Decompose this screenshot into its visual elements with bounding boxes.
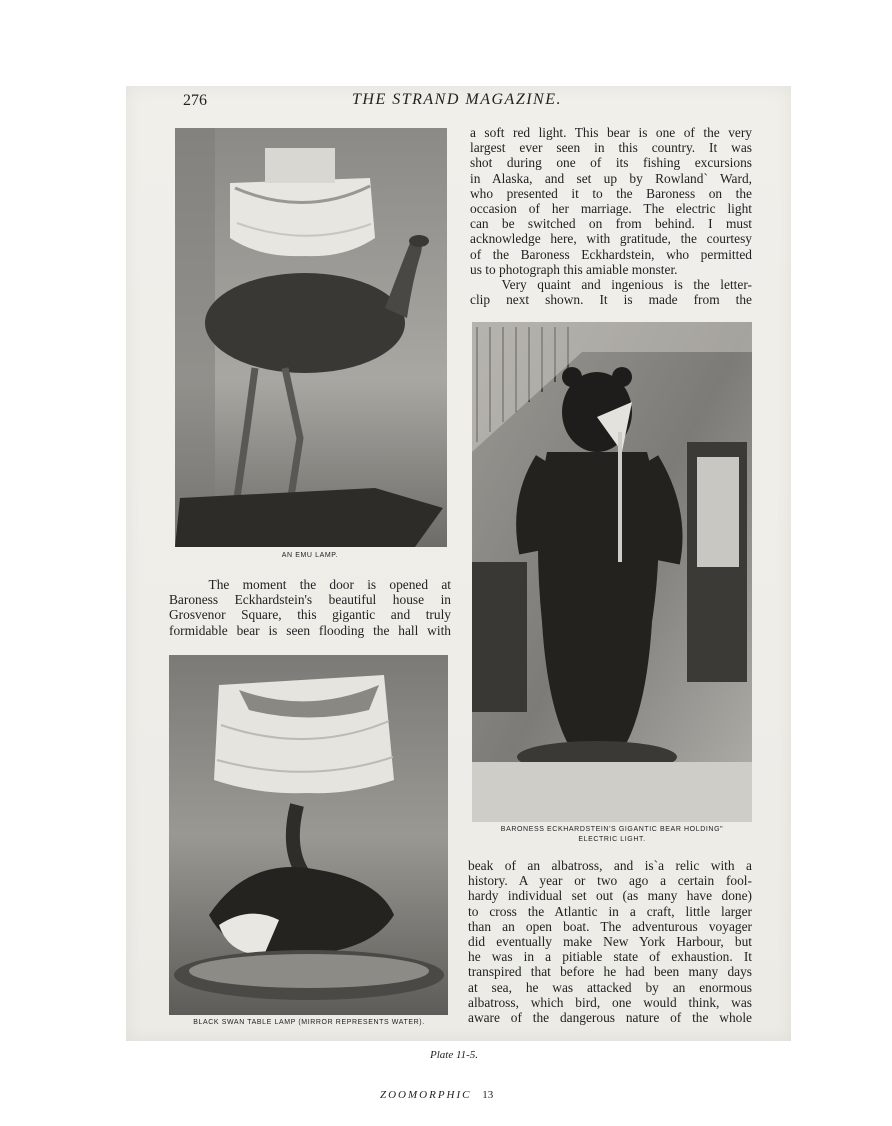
paragraph-baroness-house [169,577,451,638]
text-line: Grosvenor Square, this gigantic and truly [169,607,451,623]
plate-label: Plate 11-5. [430,1049,479,1061]
text-line: transpired that before he had been many days [468,964,752,980]
text-line: shot during one of its fishing excursions [470,155,752,171]
paragraph-bear-description [470,125,752,307]
text-line: did eventually make New York Harbour, but [468,934,752,950]
text-line: than an open boat. The adventurous voyager [468,918,752,934]
text-line: history. A year or two ago a certain fool- [468,873,752,889]
bear-caption-line: BARONESS ECKHARDSTEIN'S GIGANTIC BEAR HOLDING" [500,826,724,833]
text-line: hardy individual set out (as many have done) [468,888,752,904]
text-line: he was in a pitiable state of exhaustion. It [468,949,752,965]
footer-brand: ZOOMORPHIC [380,1089,472,1101]
text-line: who presented it to the Baroness on the [470,185,752,201]
text-line: us to photograph this amiable monster. [470,261,678,277]
text-line: clip next shown. It is made from the [470,292,752,308]
footer-page-number: 13 [482,1089,494,1101]
text-line: albatross, which bird, one would think, was [468,994,752,1010]
text-line: at sea, he was attacked by an enormous [468,979,752,995]
text-line: a soft red light. This bear is one of the very [470,125,752,140]
black-swan-lamp-photo [169,655,448,1015]
text-line: can be switched on from behind. I must [470,216,752,232]
text-line: aware of the dangerous nature of the whole [468,1010,752,1026]
emu-lamp-photo [175,128,447,547]
black-swan-caption: BLACK SWAN TABLE LAMP (MIRROR REPRESENTS WATER). [193,1019,425,1026]
text-line: Very quaint and ingenious is the letter- [470,277,752,293]
text-line: formidable bear is seen flooding the hall with [169,622,451,638]
text-line: occasion of her marriage. The electric light [470,201,752,217]
page-footer [380,1089,493,1101]
bear-caption [472,825,752,845]
running-title: THE STRAND MAGAZINE. [352,91,562,108]
bear-photo [472,322,752,822]
text-line: beak of an albatross, and is`a relic with a [468,858,752,873]
text-line: The moment the door is opened at [169,577,451,592]
text-line: to cross the Atlantic in a craft, little larger [468,903,752,919]
text-line: acknowledge here, with gratitude, the courtesy [470,231,752,247]
bear-caption-line: ELECTRIC LIGHT. [578,836,646,843]
text-line: largest ever seen in this country. It was [470,140,752,156]
emu-lamp-caption: AN EMU LAMP. [281,552,339,559]
page-number: 276 [183,92,207,109]
text-line: Baroness Eckhardstein's beautiful house in [169,592,451,608]
paragraph-albatross-history [468,858,752,1025]
text-line: of the Baroness Eckhardstein, who permitted [470,246,752,262]
text-line: in Alaska, and set up by Rowland` Ward, [470,170,752,186]
